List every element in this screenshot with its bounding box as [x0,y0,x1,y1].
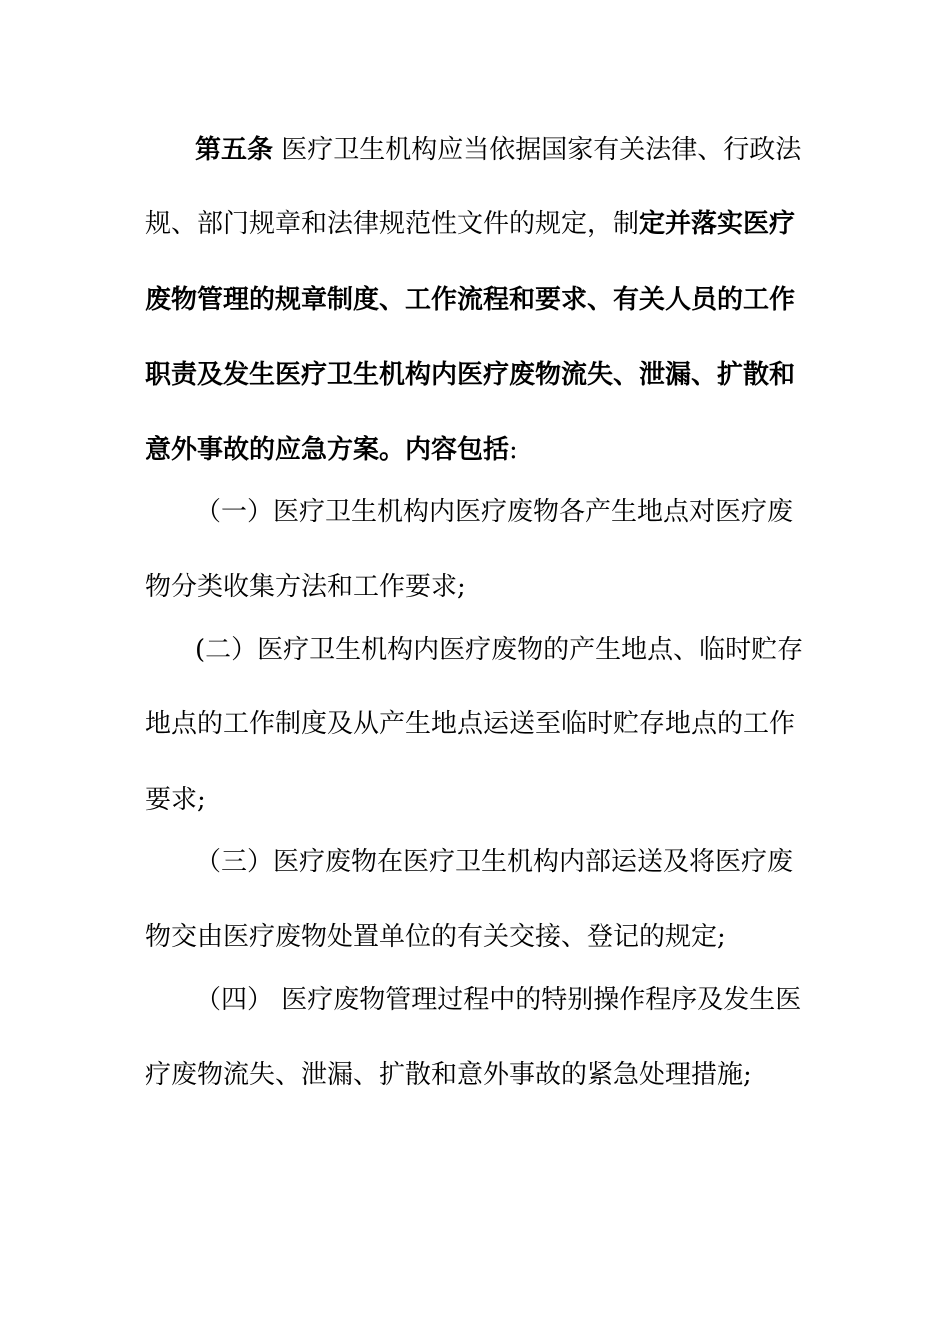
article-text: 医疗卫生机构应当依据国家有关法律、行政法 [281,135,802,165]
article-line-3: 废物管理的规章制度、工作流程和要求、有关人员的工作 [145,285,796,315]
colon: : [509,435,518,465]
item-2-line-2: 地点的工作制度及从产生地点运送至临时贮存地点的工作 [145,709,796,739]
article-text-bold: 意外事故的应急方案。内容包括 [145,435,510,465]
item-3-line-1: （三）医疗废物在医疗卫生机构内部运送及将医疗废 [195,847,794,877]
article-line-5 [145,433,805,467]
article-text: 规、部门规章和法律规范性文件的规定，制 [145,209,640,239]
article-line-4: 职责及发生医疗卫生机构内医疗废物流失、泄漏、扩散和 [145,360,796,390]
item-2-line-1: (二）医疗卫生机构内医疗废物的产生地点、临时贮存 [195,635,804,665]
article-heading: 第五条 [195,135,274,165]
item-3-line-2: 物交由医疗废物处置单位的有关交接、登记的规定; [145,922,726,952]
article-line-1 [195,133,802,167]
item-4-line-1: （四） 医疗废物管理过程中的特别操作程序及发生医 [195,985,802,1015]
article-line-2 [145,207,796,241]
article-text-bold: 定并落实医疗 [639,209,796,239]
item-1-line-1: （一）医疗卫生机构内医疗废物各产生地点对医疗废 [195,497,794,527]
item-1-line-2: 物分类收集方法和工作要求; [145,572,466,602]
item-2-line-3: 要求; [145,785,206,815]
item-4-line-2: 疗废物流失、泄漏、扩散和意外事故的紧急处理措施; [145,1060,752,1090]
